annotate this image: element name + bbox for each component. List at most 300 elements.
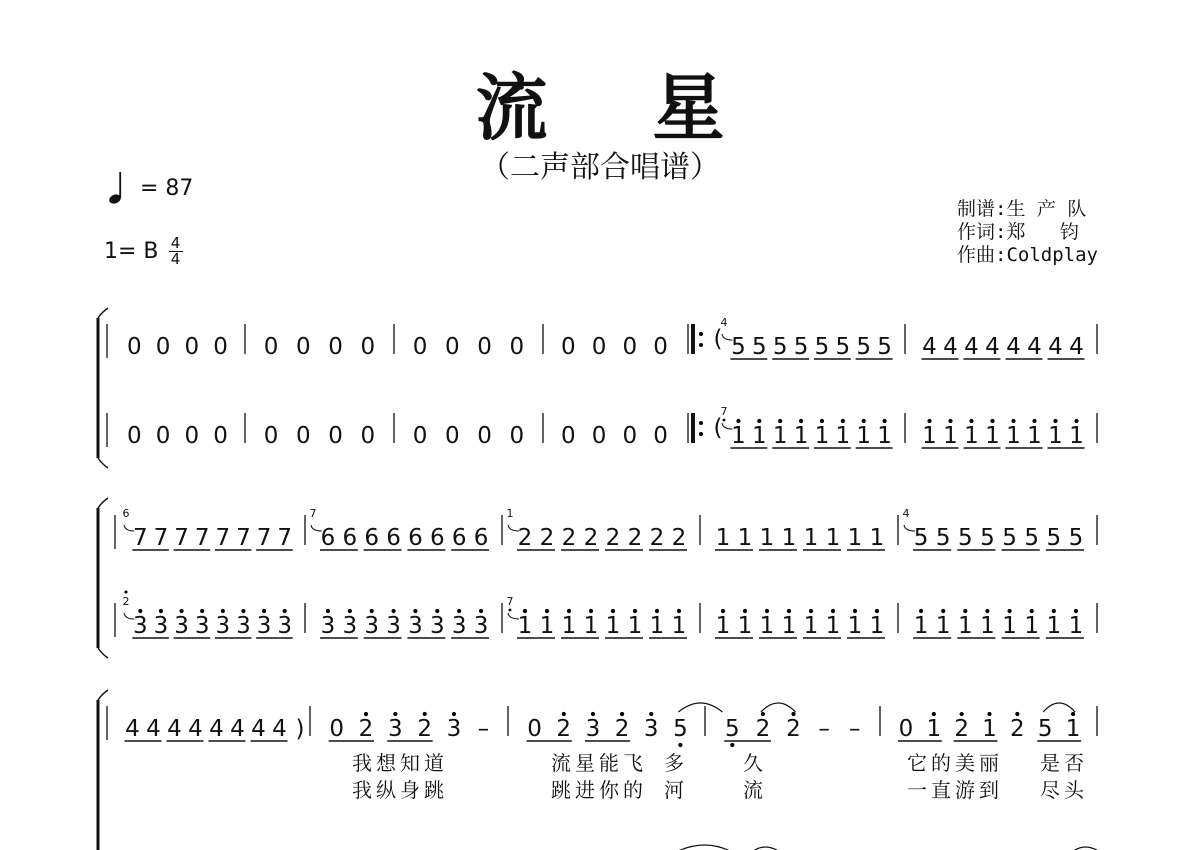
- lyric-word: 流: [743, 778, 767, 802]
- bracket-hook: [98, 690, 108, 700]
- octave-dot-high: [841, 419, 845, 423]
- note: 7: [215, 525, 231, 551]
- note: 6: [451, 525, 467, 551]
- note: 0: [412, 334, 428, 360]
- note: 4: [251, 716, 266, 742]
- credit-label: 制谱:: [957, 198, 1007, 220]
- note: 5: [1024, 525, 1040, 551]
- note: 6: [429, 525, 445, 551]
- octave-dot-high: [138, 609, 142, 613]
- octave-dot-high: [423, 712, 427, 716]
- octave-dot-high: [987, 712, 991, 716]
- note: 5: [673, 716, 688, 742]
- octave-dot-high: [736, 419, 740, 423]
- octave-dot-high: [370, 609, 374, 613]
- repeat-dot: [699, 421, 703, 425]
- note: 0: [213, 334, 228, 360]
- octave-dot-high: [799, 419, 803, 423]
- note: 4: [1069, 334, 1084, 360]
- note: 0: [622, 334, 638, 360]
- credit-value: 生 产 队: [1006, 198, 1087, 220]
- time-bottom: 4: [170, 250, 181, 268]
- note: 4: [985, 334, 1000, 360]
- note: 7: [194, 525, 210, 551]
- octave-dot-high: [620, 712, 624, 716]
- lyric-word: 是否: [1040, 751, 1088, 775]
- measure-suffix: ): [295, 716, 305, 742]
- note: 2: [517, 525, 533, 551]
- octave-dot-high: [200, 609, 204, 613]
- note: 3: [194, 613, 210, 639]
- lyric-word: 久: [743, 751, 767, 775]
- note: 4: [188, 716, 203, 742]
- octave-dot-high: [1074, 419, 1078, 423]
- note: 1: [1002, 613, 1017, 639]
- note: 2: [556, 716, 572, 742]
- octave-dot-high: [791, 712, 795, 716]
- repeat-barline: [691, 324, 695, 354]
- note: 4: [146, 716, 161, 742]
- octave-dot: [723, 419, 726, 422]
- octave-dot-high: [364, 712, 368, 716]
- note: 5: [814, 334, 830, 360]
- octave-dot-high: [393, 712, 397, 716]
- note: 5: [856, 334, 872, 360]
- lyric-word: 尽头: [1040, 778, 1088, 802]
- note: 6: [386, 525, 401, 551]
- note: 4: [209, 716, 224, 742]
- note: 1: [943, 423, 958, 449]
- octave-dot-high: [948, 419, 952, 423]
- key-label: 1= B: [104, 239, 159, 264]
- note: 5: [957, 525, 973, 551]
- note: 6: [473, 525, 489, 551]
- tie-arc: [678, 703, 722, 712]
- octave-dot-high: [761, 712, 765, 716]
- note: 1: [671, 613, 687, 639]
- note: 2: [605, 525, 621, 551]
- grace-note: 7: [720, 405, 728, 418]
- note: 1: [980, 613, 995, 639]
- note: 0: [445, 334, 460, 360]
- note: 1: [781, 525, 797, 551]
- note: 2: [417, 716, 432, 742]
- note: 2: [755, 716, 771, 742]
- note: 1: [913, 613, 929, 639]
- note: 1: [847, 525, 863, 551]
- octave-dot-high: [589, 609, 593, 613]
- note: 3: [585, 716, 601, 742]
- octave-dot-high: [435, 609, 439, 613]
- note: 5: [1002, 525, 1017, 551]
- note: 1: [772, 423, 788, 449]
- note: 3: [132, 613, 148, 639]
- note: 5: [772, 334, 788, 360]
- octave-dot-high: [391, 609, 395, 613]
- octave-dot-low: [678, 743, 682, 747]
- grace-note: 7: [309, 507, 317, 520]
- note: 1: [1068, 613, 1084, 639]
- note: 1: [1024, 613, 1040, 639]
- tie-arc: [761, 703, 796, 712]
- note: 0: [263, 423, 279, 449]
- note: 1: [1046, 613, 1062, 639]
- octave-dot-high: [941, 609, 945, 613]
- note: 1: [751, 423, 767, 449]
- octave-dot-high: [523, 609, 527, 613]
- note: 1: [985, 423, 1000, 449]
- note: 6: [408, 525, 423, 551]
- note: 7: [153, 525, 169, 551]
- note: 1: [877, 423, 892, 449]
- octave-dot-high: [221, 609, 225, 613]
- note: 0: [360, 334, 376, 360]
- note: 1: [1027, 423, 1042, 449]
- note: –: [477, 716, 490, 742]
- octave-dot-high: [820, 419, 824, 423]
- note: 1: [825, 525, 841, 551]
- note: 5: [913, 525, 929, 551]
- note: 3: [388, 716, 403, 742]
- note: 0: [213, 423, 228, 449]
- octave-dot: [509, 609, 512, 612]
- octave-dot-high: [545, 609, 549, 613]
- note: 5: [793, 334, 809, 360]
- octave-dot-high: [721, 609, 725, 613]
- note: 7: [174, 525, 189, 551]
- note: 2: [627, 525, 643, 551]
- octave-dot-high: [241, 609, 245, 613]
- grace-note: 4: [902, 507, 910, 520]
- note: 5: [835, 334, 851, 360]
- note: 0: [591, 423, 607, 449]
- credit-value: 郑 钧: [1006, 221, 1079, 243]
- note: 0: [509, 334, 525, 360]
- octave-dot-high: [862, 419, 866, 423]
- note: 1: [847, 613, 863, 639]
- note: 1: [814, 423, 830, 449]
- note: 0: [561, 334, 576, 360]
- note: 1: [1048, 423, 1063, 449]
- note: 0: [561, 423, 576, 449]
- lyric-word: 流星能飞: [551, 751, 647, 775]
- note: 3: [277, 613, 293, 639]
- note: 2: [539, 525, 555, 551]
- note: 1: [649, 613, 665, 639]
- octave-dot-high: [479, 609, 483, 613]
- octave-dot-low: [730, 743, 734, 747]
- note: 5: [751, 334, 767, 360]
- octave-dot-high: [413, 609, 417, 613]
- note: 6: [320, 525, 336, 551]
- note: 0: [127, 334, 142, 360]
- note: 0: [296, 334, 311, 360]
- time-top: 4: [170, 234, 181, 252]
- grace-note: 1: [506, 507, 514, 520]
- note: 1: [982, 716, 997, 742]
- note: 3: [408, 613, 423, 639]
- note: 1: [561, 613, 577, 639]
- note: 1: [605, 613, 621, 639]
- bracket-hook: [98, 648, 108, 658]
- octave-dot-high: [283, 609, 287, 613]
- note: 2: [671, 525, 687, 551]
- octave-dot-high: [927, 419, 931, 423]
- measure-prefix: (: [713, 326, 723, 352]
- repeat-dot: [699, 332, 703, 336]
- octave-dot-high: [179, 609, 183, 613]
- note: 6: [364, 525, 380, 551]
- note: 1: [759, 613, 775, 639]
- repeat-dot: [699, 343, 703, 347]
- note: 0: [477, 334, 492, 360]
- note: 3: [643, 716, 659, 742]
- note: 3: [342, 613, 358, 639]
- repeat-barline: [691, 413, 695, 443]
- note: 1: [803, 525, 819, 551]
- note: 0: [412, 423, 428, 449]
- note: 1: [583, 613, 599, 639]
- octave-dot-high: [990, 419, 994, 423]
- octave-dot-high: [969, 419, 973, 423]
- note: 7: [256, 525, 272, 551]
- octave-dot-high: [787, 609, 791, 613]
- note: 0: [263, 334, 279, 360]
- note: 4: [922, 334, 937, 360]
- octave-dot-high: [882, 419, 886, 423]
- note: 2: [358, 716, 374, 742]
- octave-dot-high: [159, 609, 163, 613]
- lyric-word: 多: [664, 751, 688, 775]
- note: 2: [583, 525, 599, 551]
- octave-dot-high: [326, 609, 330, 613]
- note: 1: [731, 423, 746, 449]
- grace-note: 7: [506, 595, 514, 608]
- note: 1: [715, 613, 731, 639]
- note: 5: [935, 525, 951, 551]
- lyric-word: 它的美丽: [907, 751, 1003, 775]
- octave-dot-high: [591, 712, 595, 716]
- grace-note: 2: [122, 595, 130, 608]
- note: 0: [445, 423, 460, 449]
- note: 1: [803, 613, 819, 639]
- note: 3: [236, 613, 251, 639]
- note: 1: [1065, 716, 1081, 742]
- tempo-value: = 87: [140, 175, 194, 201]
- lyric-word: 我纵身跳: [352, 778, 448, 802]
- note: 1: [825, 613, 841, 639]
- page-subtitle: （二声部合唱谱）: [480, 150, 720, 185]
- note: 7: [132, 525, 148, 551]
- note: 4: [272, 716, 287, 742]
- note: 1: [957, 613, 973, 639]
- note: 4: [125, 716, 140, 742]
- note: 3: [451, 613, 467, 639]
- note: 0: [127, 423, 142, 449]
- note: 1: [627, 613, 643, 639]
- note: 0: [653, 334, 668, 360]
- note: 0: [184, 423, 200, 449]
- note: 1: [1006, 423, 1021, 449]
- note: 0: [477, 423, 492, 449]
- tie-arc: [1043, 703, 1075, 712]
- note: 1: [737, 525, 753, 551]
- credit-value: Coldplay: [1006, 244, 1098, 266]
- note: 1: [835, 423, 851, 449]
- measure-prefix: (: [713, 415, 723, 441]
- octave-dot-high: [1071, 712, 1075, 716]
- octave-dot-high: [831, 609, 835, 613]
- octave-dot-high: [452, 712, 456, 716]
- note: 3: [473, 613, 489, 639]
- octave-dot-high: [1074, 609, 1078, 613]
- note: 1: [926, 716, 942, 742]
- octave-dot-high: [1053, 419, 1057, 423]
- note: 5: [724, 716, 740, 742]
- octave-dot-high: [1052, 609, 1056, 613]
- octave-dot-high: [262, 609, 266, 613]
- note: 3: [174, 613, 189, 639]
- note: 0: [328, 334, 343, 360]
- note: 1: [856, 423, 872, 449]
- note: 3: [215, 613, 231, 639]
- octave-dot-high: [1032, 419, 1036, 423]
- octave-dot-high: [567, 609, 571, 613]
- note: 5: [731, 334, 746, 360]
- note: 0: [509, 423, 525, 449]
- note: 2: [786, 716, 801, 742]
- note: 4: [1048, 334, 1063, 360]
- lyric-word: 河: [664, 778, 688, 802]
- note: 1: [964, 423, 979, 449]
- repeat-dot: [699, 432, 703, 436]
- grace-note: 6: [122, 507, 130, 520]
- note: 5: [1037, 716, 1053, 742]
- octave-dot-high: [743, 609, 747, 613]
- bracket-hook: [98, 458, 108, 468]
- octave-dot-high: [778, 419, 782, 423]
- note: 7: [277, 525, 293, 551]
- octave-dot-high: [1030, 609, 1034, 613]
- note: 2: [649, 525, 665, 551]
- note: 1: [793, 423, 809, 449]
- note: 1: [1069, 423, 1084, 449]
- note: 5: [1068, 525, 1084, 551]
- note: 1: [517, 613, 533, 639]
- grace-note: 4: [720, 316, 728, 329]
- octave-dot-high: [963, 609, 967, 613]
- octave-dot-high: [611, 609, 615, 613]
- octave-dot-high: [1015, 712, 1019, 716]
- note: 4: [1006, 334, 1021, 360]
- note: 0: [184, 334, 200, 360]
- note: 5: [980, 525, 995, 551]
- note: 3: [320, 613, 336, 639]
- note: 3: [256, 613, 272, 639]
- note: 2: [561, 525, 577, 551]
- note: 2: [1010, 716, 1025, 742]
- credit-label: 作词:: [957, 221, 1007, 243]
- note: 7: [236, 525, 251, 551]
- note: 3: [429, 613, 445, 639]
- octave-dot-high: [1011, 419, 1015, 423]
- octave-dot: [125, 591, 128, 594]
- octave-dot-high: [655, 609, 659, 613]
- note: 0: [898, 716, 914, 742]
- note: 0: [622, 423, 638, 449]
- octave-dot-high: [919, 609, 923, 613]
- note: 5: [1046, 525, 1062, 551]
- bracket-hook: [98, 498, 108, 508]
- note: 3: [446, 716, 462, 742]
- octave-dot-high: [677, 609, 681, 613]
- tie-arc-cutoff: [676, 845, 732, 850]
- note: –: [848, 716, 861, 742]
- note: 5: [877, 334, 892, 360]
- lyric-word: 我想知道: [352, 751, 448, 775]
- bracket-hook: [98, 308, 108, 318]
- note: 1: [869, 525, 885, 551]
- note: 1: [869, 613, 885, 639]
- note: 2: [954, 716, 969, 742]
- note: 1: [737, 613, 753, 639]
- note: 0: [329, 716, 344, 742]
- note: 3: [364, 613, 380, 639]
- note: 1: [781, 613, 797, 639]
- octave-dot-high: [875, 609, 879, 613]
- octave-dot-high: [348, 609, 352, 613]
- octave-dot-high: [562, 712, 566, 716]
- note: 1: [715, 525, 731, 551]
- note: 4: [964, 334, 979, 360]
- octave-dot-high: [765, 609, 769, 613]
- lyric-word: 跳进你的: [551, 778, 647, 802]
- note: 0: [527, 716, 542, 742]
- note: 1: [759, 525, 775, 551]
- octave-dot-high: [853, 609, 857, 613]
- note: 4: [230, 716, 245, 742]
- octave-dot-high: [457, 609, 461, 613]
- octave-dot-high: [809, 609, 813, 613]
- note: 0: [296, 423, 311, 449]
- page-title: 流 星: [475, 66, 765, 150]
- note: 0: [653, 423, 668, 449]
- note: 4: [943, 334, 958, 360]
- note: 3: [386, 613, 401, 639]
- note: 0: [591, 334, 607, 360]
- note: 0: [360, 423, 376, 449]
- note: 1: [935, 613, 951, 639]
- octave-dot-high: [985, 609, 989, 613]
- octave-dot-high: [757, 419, 761, 423]
- note: 4: [1027, 334, 1042, 360]
- lyric-word: 一直游到: [907, 778, 1003, 802]
- credit-label: 作曲:: [957, 244, 1007, 266]
- note: 1: [922, 423, 937, 449]
- octave-dot-high: [1007, 609, 1011, 613]
- note: 1: [539, 613, 555, 639]
- octave-dot-high: [633, 609, 637, 613]
- octave-dot-high: [649, 712, 653, 716]
- note: 3: [153, 613, 169, 639]
- note: 0: [328, 423, 343, 449]
- note: 4: [167, 716, 182, 742]
- note: 0: [155, 423, 171, 449]
- octave-dot-high: [932, 712, 936, 716]
- octave-dot-high: [960, 712, 964, 716]
- note: 2: [614, 716, 630, 742]
- note: –: [818, 716, 830, 742]
